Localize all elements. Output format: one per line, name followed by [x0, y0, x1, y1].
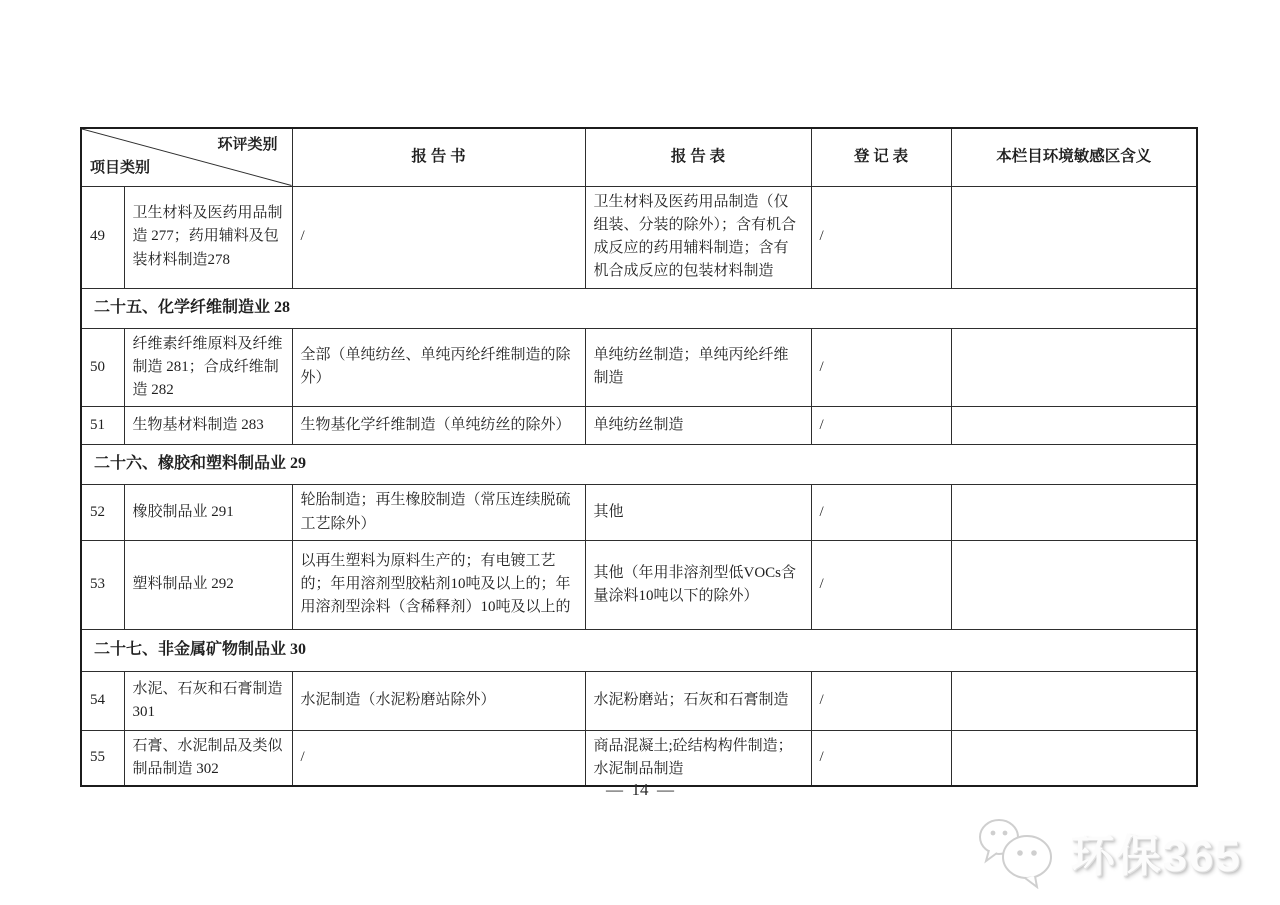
sensitive-cell — [951, 730, 1197, 786]
row-number: 54 — [81, 671, 124, 730]
table-header-row — [81, 128, 1197, 186]
report-form-cell: 其他 — [585, 485, 811, 541]
section-header-row — [81, 288, 1197, 328]
section-header-row — [81, 445, 1197, 485]
sensitive-cell — [951, 540, 1197, 629]
row-number: 52 — [81, 485, 124, 541]
table-row — [81, 328, 1197, 407]
wechat-bubbles-icon — [975, 815, 1061, 889]
registration-form-cell: / — [811, 407, 951, 445]
header-report-book: 报 告 书 — [292, 128, 585, 186]
category-cell: 生物基材料制造 283 — [124, 407, 292, 445]
category-cell: 塑料制品业 292 — [124, 540, 292, 629]
category-cell: 纤维素纤维原料及纤维制造 281；合成纤维制造 282 — [124, 328, 292, 407]
registration-form-cell: / — [811, 671, 951, 730]
report-book-cell: 轮胎制造；再生橡胶制造（常压连续脱硫工艺除外） — [292, 485, 585, 541]
category-cell: 卫生材料及医药用品制造 277；药用辅料及包装材料制造278 — [124, 186, 292, 288]
report-form-cell: 水泥粉磨站；石灰和石膏制造 — [585, 671, 811, 730]
watermark — [975, 815, 1242, 889]
section-title: 二十五、化学纤维制造业 28 — [81, 288, 1197, 328]
report-book-cell: 全部（单纯纺丝、单纯丙纶纤维制造的除外） — [292, 328, 585, 407]
row-number: 50 — [81, 328, 124, 407]
diagonal-header-cell — [81, 128, 292, 186]
report-book-cell: 水泥制造（水泥粉磨站除外） — [292, 671, 585, 730]
row-number: 49 — [81, 186, 124, 288]
sensitive-cell — [951, 186, 1197, 288]
report-book-cell: 生物基化学纤维制造（单纯纺丝的除外） — [292, 407, 585, 445]
table-row — [81, 485, 1197, 541]
row-number: 55 — [81, 730, 124, 786]
category-cell: 石膏、水泥制品及类似制品制造 302 — [124, 730, 292, 786]
header-report-form: 报 告 表 — [585, 128, 811, 186]
report-book-cell: 以再生塑料为原料生产的；有电镀工艺的；年用溶剂型胶粘剂10吨及以上的；年用溶剂型涂料（含稀释剂）10吨及以上的 — [292, 540, 585, 629]
eia-category-table — [80, 127, 1198, 787]
registration-form-cell: / — [811, 730, 951, 786]
report-form-cell: 单纯纺丝制造 — [585, 407, 811, 445]
sensitive-cell — [951, 485, 1197, 541]
row-number: 51 — [81, 407, 124, 445]
sensitive-cell — [951, 671, 1197, 730]
table-row — [81, 540, 1197, 629]
sensitive-cell — [951, 328, 1197, 407]
table-row — [81, 186, 1197, 288]
category-cell: 水泥、石灰和石膏制造 301 — [124, 671, 292, 730]
row-number: 53 — [81, 540, 124, 629]
header-sensitive-meaning: 本栏目环境敏感区含义 — [951, 128, 1197, 186]
table-row — [81, 407, 1197, 445]
report-form-cell: 卫生材料及医药用品制造（仅组装、分装的除外）；含有机合成反应的药用辅料制造；含有机合成反应的包装材料制造 — [585, 186, 811, 288]
watermark-text: 环保365 — [1070, 832, 1242, 881]
table-row — [81, 671, 1197, 730]
registration-form-cell: / — [811, 328, 951, 407]
section-title: 二十六、橡胶和塑料制品业 29 — [81, 445, 1197, 485]
sensitive-cell — [951, 407, 1197, 445]
report-book-cell: / — [292, 730, 585, 786]
category-cell: 橡胶制品业 291 — [124, 485, 292, 541]
section-header-row — [81, 629, 1197, 671]
header-eia-category: 环评类别 — [217, 137, 278, 153]
registration-form-cell: / — [811, 540, 951, 629]
registration-form-cell: / — [811, 485, 951, 541]
table-row — [81, 730, 1197, 786]
report-book-cell: / — [292, 186, 585, 288]
header-project-category: 项目类别 — [90, 160, 151, 177]
report-form-cell: 其他（年用非溶剂型低VOCs含量涂料10吨以下的除外） — [585, 540, 811, 629]
registration-form-cell: / — [811, 186, 951, 288]
page-number: — 14 — — [606, 780, 674, 799]
section-title: 二十七、非金属矿物制品业 30 — [81, 629, 1197, 671]
report-form-cell: 商品混凝土;砼结构构件制造；水泥制品制造 — [585, 730, 811, 786]
report-form-cell: 单纯纺丝制造；单纯丙纶纤维制造 — [585, 328, 811, 407]
header-registration-form: 登 记 表 — [811, 128, 951, 186]
